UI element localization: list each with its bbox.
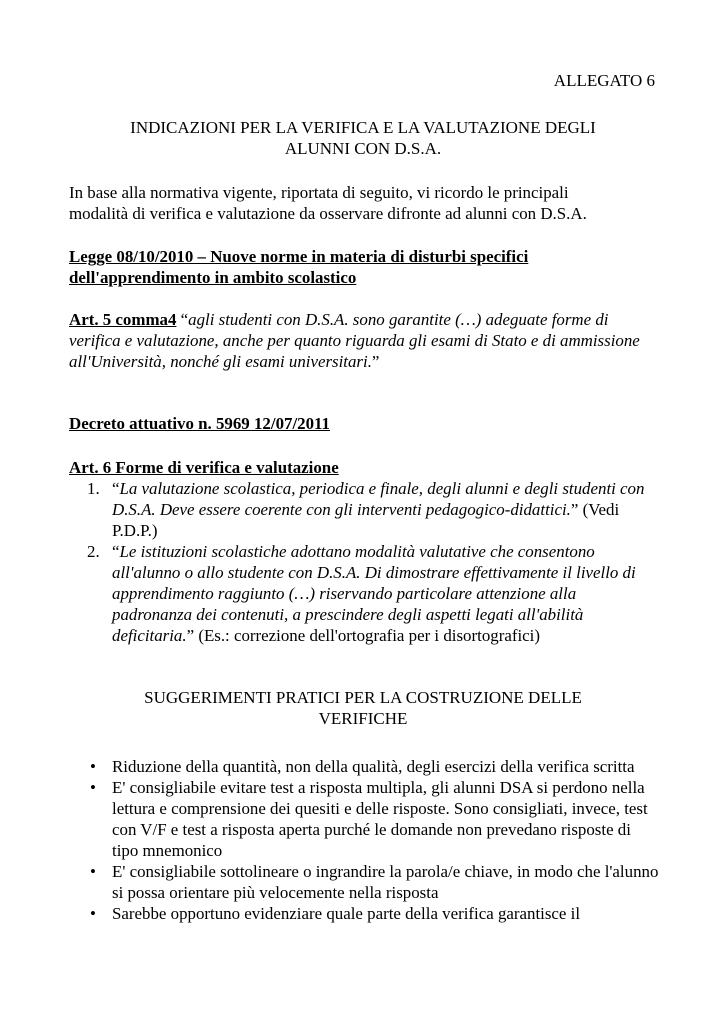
section-title [69,687,657,729]
intro-paragraph [69,182,657,224]
article-6-heading [69,457,339,478]
law-heading-line-2: dell'apprendimento in ambito scolastico [69,268,357,287]
article-5-close-quote: ” [371,352,380,371]
list-item [69,777,659,861]
list-item-text: Riduzione della quantità, non della qualità, degli esercizi della verifica scritta [112,757,635,776]
document-page [69,0,659,1024]
suggestions-list [69,756,659,924]
section-title-line-1: SUGGERIMENTI PRATICI PER LA COSTRUZIONE DELLE [144,688,582,707]
article-5-paragraph [69,309,659,372]
document-title-line-1: INDICAZIONI PER LA VERIFICA E LA VALUTAZIONE DEGLI [130,118,596,137]
attachment-label: ALLEGATO 6 [553,71,655,90]
law-heading [69,246,657,288]
list-item [69,756,659,777]
article-5-open-quote: “ [176,310,189,329]
document-title-line-2: ALUNNI CON D.S.A. [284,139,442,158]
article-5-label: Art. 5 comma4 [69,310,177,329]
intro-line-1: In base alla normativa vigente, riportata di seguito, vi ricordo le principali [69,183,569,202]
bullet-icon: • [90,757,96,776]
list-item-tail: ” (Vedi P.D.P.) [112,500,620,540]
article-6-list [69,478,659,646]
law-heading-line-1: Legge 08/10/2010 – Nuove norme in materia di disturbi specifici [69,247,529,266]
list-item [69,861,659,903]
list-item [69,478,659,541]
list-item-quote: La valutazione scolastica, periodica e finale, degli alunni e degli studenti con D.S.A. Deve essere coerente con gli interventi pedagogico-didattici. [112,479,645,519]
list-item-quote: Le istituzioni scolastiche adottano modalità valutative che consentono all'alunno o allo studente con D.S.A. Di dimostrare effettivamente il livello di apprendimento raggiunto (…) riservando particolare attenzione alla padronanza dei contenuti, a prescindere degli aspetti legati all'abilità deficitaria. [112,542,636,645]
decree-heading [69,413,330,434]
list-item [69,541,659,646]
list-item-text: E' consigliabile sottolineare o ingrandire la parola/e chiave, in modo che l'alunno si possa orientare più velocemente nella risposta [112,862,659,902]
article-5-quote: agli studenti con D.S.A. sono garantite (…) adeguate forme di verifica e valutazione, anche per quanto riguarda gli esami di Stato e di ammissione all'Università, nonché gli esami universitari. [69,310,640,371]
intro-line-2: modalità di verifica e valutazione da osservare difronte ad alunni con D.S.A. [69,204,587,223]
list-item-number: 2. [87,542,100,561]
article-6-label: Art. 6 Forme di verifica e valutazione [69,458,339,477]
list-item-text: Sarebbe opportuno evidenziare quale parte della verifica garantisce il [112,904,581,923]
bullet-icon: • [90,778,96,797]
bullet-icon: • [90,862,96,881]
section-title-line-2: VERIFICHE [318,709,408,728]
decree-label: Decreto attuativo n. 5969 12/07/2011 [69,414,330,433]
document-title [69,117,657,159]
list-item-tail: ” (Es.: correzione dell'ortografia per i disortografici) [186,626,540,645]
list-item-open-quote: “ [112,479,120,498]
bullet-icon: • [90,904,96,923]
list-item-text: E' consigliabile evitare test a risposta multipla, gli alunni DSA si perdono nella lettura e comprensione dei quesiti e delle risposte. Sono consigliati, invece, test con V/F e test a risposta aperta purché le domande non prevedano risposte di tipo mnemonico [112,778,648,860]
list-item-number: 1. [87,479,100,498]
list-item-open-quote: “ [112,542,120,561]
list-item [69,903,659,924]
